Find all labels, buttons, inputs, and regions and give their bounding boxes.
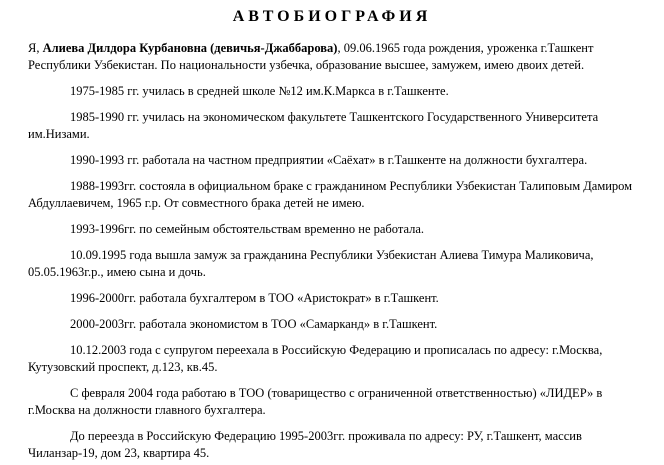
paragraph-lider: С февраля 2004 года работаю в ТОО (товарищество с ограниченной ответственностью) «ЛИДЕР» в г.Москва на должности главного бухгалтера. [28, 386, 603, 417]
paragraph-aristokrat: 1996-2000гг. работала бухгалтером в ТОО «Аристократ» в г.Ташкент. [70, 291, 439, 305]
paragraph-first-marriage: 1988-1993гг. состояла в официальном браке с гражданином Республики Узбекистан Талиповым Дамиром Абдуллаевичем, 1965 г.р. От совместного брака детей не имею. [28, 179, 633, 210]
paragraph-samarkand: 2000-2003гг. работала экономистом в ТОО «Самарканд» в г.Ташкент. [70, 317, 438, 331]
document-title: АВТОБИОГРАФИЯ [232, 8, 432, 25]
paragraph-school: 1975-1985 гг. училась в средней школе №12 им.К.Маркса в г.Ташкенте. [70, 84, 449, 98]
paragraph-moving: 10.12.2003 года с супругом переехала в Российскую Федерацию и прописалась по адресу: г.Москва, Кутузовский проспект, д.123, кв.45. [28, 343, 603, 374]
paragraph-second-marriage: 10.09.1995 года вышла замуж за гражданина Республики Узбекистан Алиева Тимура Маликовича, 05.05.1963г.р., имею сына и дочь. [28, 248, 594, 279]
intro-rest: , 09.06.1965 года рождения, уроженка г.Ташкент Республики Узбекистан. По национальности узбечка, образование высшее, замужем, имею двоих детей. [28, 41, 594, 72]
paragraph-tashkent-address: До переезда в Российскую Федерацию 1995-2003гг. проживала по адресу: РУ, г.Ташкент, массив Чиланзар-19, дом 23, квартира 45. [28, 429, 582, 460]
intro-lead: Я, [28, 41, 43, 55]
intro-paragraph [28, 40, 638, 74]
paragraph-not-working: 1993-1996гг. по семейным обстоятельствам временно не работала. [70, 222, 425, 236]
paragraph-university: 1985-1990 гг. училась на экономическом факультете Ташкентского Государственного Университета им.Низами. [28, 110, 599, 141]
paragraph-saekhat: 1990-1993 гг. работала на частном предприятии «Саёхат» в г.Ташкенте на должности бухгалтера. [70, 153, 588, 167]
author-name: Алиева Дилдора Курбановна (девичья-Джаббарова) [42, 41, 338, 55]
